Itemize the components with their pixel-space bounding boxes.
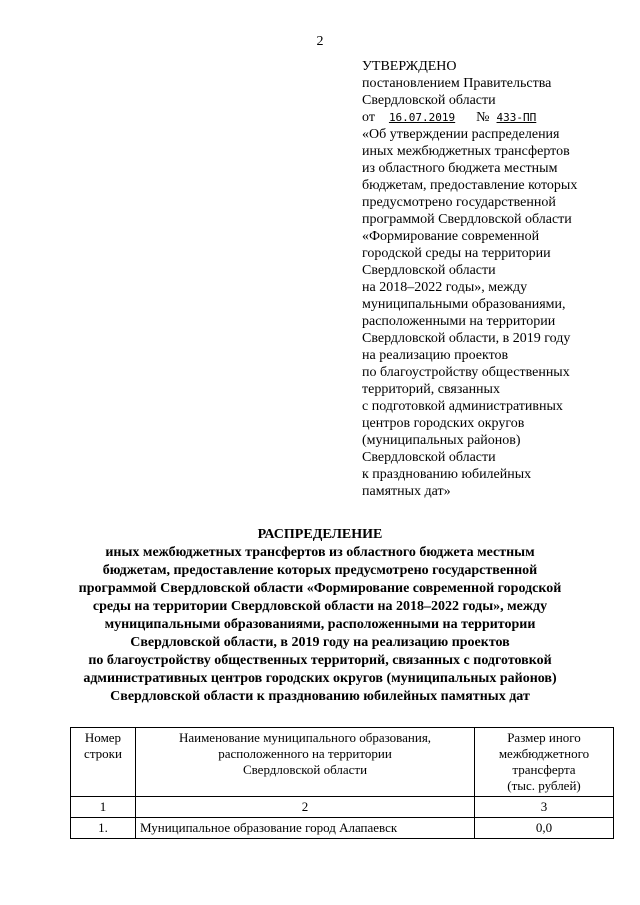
approval-line: программой Свердловской области [362, 212, 572, 227]
column-number: 1 [71, 797, 136, 818]
header-text: расположенного на территории [218, 746, 392, 761]
approval-line: городской среды на территории [362, 246, 551, 261]
header-text: (тыс. рублей) [507, 778, 581, 793]
title-line: административных центров городских округов (муниципальных районов) [83, 671, 557, 686]
approval-heading: УТВЕРЖДЕНО [362, 59, 457, 74]
header-text: Свердловской области [242, 762, 368, 777]
title-line: Свердловской области, в 2019 году на реализацию проектов [130, 635, 510, 650]
approval-line: из областного бюджета местным [362, 161, 558, 176]
approval-line: расположенными на территории [362, 314, 556, 329]
column-number: 3 [475, 797, 614, 818]
header-text: строки [84, 746, 122, 761]
approval-line: бюджетам, предоставление которых [362, 178, 578, 193]
title-heading: РАСПРЕДЕЛЕНИЕ [257, 527, 383, 542]
title-line: среды на территории Свердловской области на 2018–2022 годы», между [92, 599, 548, 614]
header-row-number [71, 728, 136, 797]
transfer-amount: 0,0 [475, 818, 614, 839]
header-municipality [136, 728, 475, 797]
approval-date-line [362, 109, 632, 126]
title-line: муниципальными образованиями, расположенными на территории [104, 617, 536, 632]
approval-line: предусмотрено государственной [362, 195, 556, 210]
distribution-title [60, 526, 580, 706]
header-text: Наименование муниципального образования, [178, 730, 432, 745]
approval-line: Свердловской области, в 2019 году [362, 331, 571, 346]
title-lines [60, 544, 580, 706]
approval-line: постановлением Правительства [362, 76, 552, 91]
approval-line: центров городских округов [362, 416, 525, 431]
approval-title-lines [362, 126, 632, 500]
page-number: 2 [316, 34, 324, 49]
title-line: бюджетам, предоставление которых предусмотрено государственной [102, 563, 538, 578]
approval-block [362, 58, 632, 500]
approval-line: муниципальными образованиями, [362, 297, 566, 312]
title-line: иных межбюджетных трансфертов из областного бюджета местным [105, 545, 535, 560]
column-number: 2 [136, 797, 475, 818]
approval-line: «Об утверждении распределения [362, 127, 560, 142]
date-prefix: от [362, 110, 375, 125]
approval-line: памятных дат» [362, 484, 451, 499]
header-amount [475, 728, 614, 797]
table-header-row [71, 728, 614, 797]
approval-line: с подготовкой административных [362, 399, 563, 414]
header-text: Номер [84, 730, 122, 745]
header-text: Размер иного [507, 730, 581, 745]
approval-line: Свердловской области [362, 263, 496, 278]
title-line: Свердловской области к празднованию юбилейных памятных дат [110, 689, 530, 704]
column-number-row [71, 797, 614, 818]
approval-line: Свердловской области [362, 450, 496, 465]
approval-line: Свердловской области [362, 93, 496, 108]
distribution-table [70, 727, 614, 839]
number-sign: № [476, 110, 490, 125]
header-text: межбюджетного [498, 746, 590, 761]
approval-line: на реализацию проектов [362, 348, 509, 363]
row-number: 1. [71, 818, 136, 839]
approval-line: территорий, связанных [362, 382, 500, 397]
table-row [71, 818, 614, 839]
approval-line: «Формирование современной [362, 229, 540, 244]
header-text: трансферта [512, 762, 576, 777]
approval-line: иных межбюджетных трансфертов [362, 144, 570, 159]
approval-line: (муниципальных районов) [362, 433, 521, 448]
approval-line: на 2018–2022 годы», между [362, 280, 528, 295]
approval-line: по благоустройству общественных [362, 365, 570, 380]
approval-number: 433-ПП [496, 111, 537, 124]
approval-line: к празднованию юбилейных [362, 467, 532, 482]
title-line: программой Свердловской области «Формирование современной городской [78, 581, 562, 596]
title-line: по благоустройству общественных территорий, связанных с подготовкой [88, 653, 552, 668]
municipality-name: Муниципальное образование город Алапаевск [136, 818, 475, 839]
approval-date: 16.07.2019 [388, 111, 456, 124]
